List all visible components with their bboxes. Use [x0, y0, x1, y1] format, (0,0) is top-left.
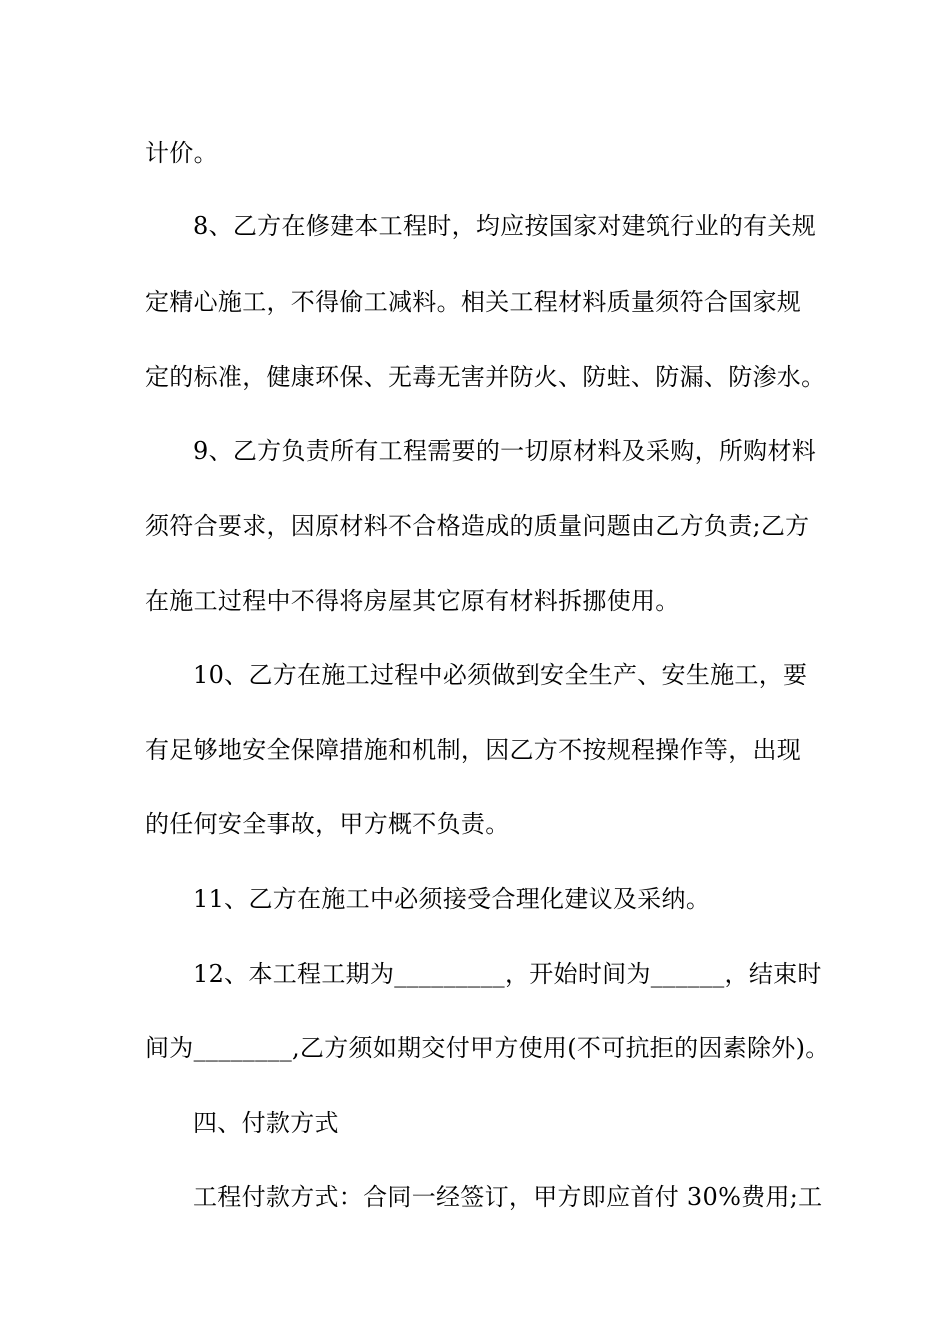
clause-10-line-2: 有足够地安全保障措施和机制，因乙方不按规程操作等，出现: [145, 736, 802, 764]
clause-9-line-1: 9、乙方负责所有工程需要的一切原材料及采购，所购材料: [193, 437, 817, 465]
clause-12-line-1: 12、本工程工期为_________，开始时间为______，结束时: [193, 960, 822, 988]
clause-8-line-2: 定精心施工，不得偷工减料。相关工程材料质量须符合国家规: [145, 288, 802, 316]
clause-9-line-2: 须符合要求，因原材料不合格造成的质量问题由乙方负责;乙方: [145, 512, 810, 540]
paragraph-line: 计价。: [145, 139, 218, 167]
clause-10-line-3: 的任何安全事故，甲方概不负责。: [145, 810, 510, 838]
clause-9-line-3: 在施工过程中不得将房屋其它原有材料拆挪使用。: [145, 587, 680, 615]
clause-12-line-2: 间为________,乙方须如期交付甲方使用(不可抗拒的因素除外)。: [145, 1034, 830, 1062]
clause-11-line-1: 11、乙方在施工中必须接受合理化建议及采纳。: [193, 885, 711, 913]
clause-8-line-1: 8、乙方在修建本工程时，均应按国家对建筑行业的有关规: [193, 212, 817, 240]
payment-line-1: 工程付款方式：合同一经签订，甲方即应首付 30%费用;工: [193, 1183, 823, 1211]
clause-10-line-1: 10、乙方在施工过程中必须做到安全生产、安生施工，要: [193, 661, 808, 689]
clause-8-line-3: 定的标准，健康环保、无毒无害并防火、防蛀、防漏、防渗水。: [145, 363, 826, 391]
section-heading-payment: 四、付款方式: [193, 1109, 339, 1137]
